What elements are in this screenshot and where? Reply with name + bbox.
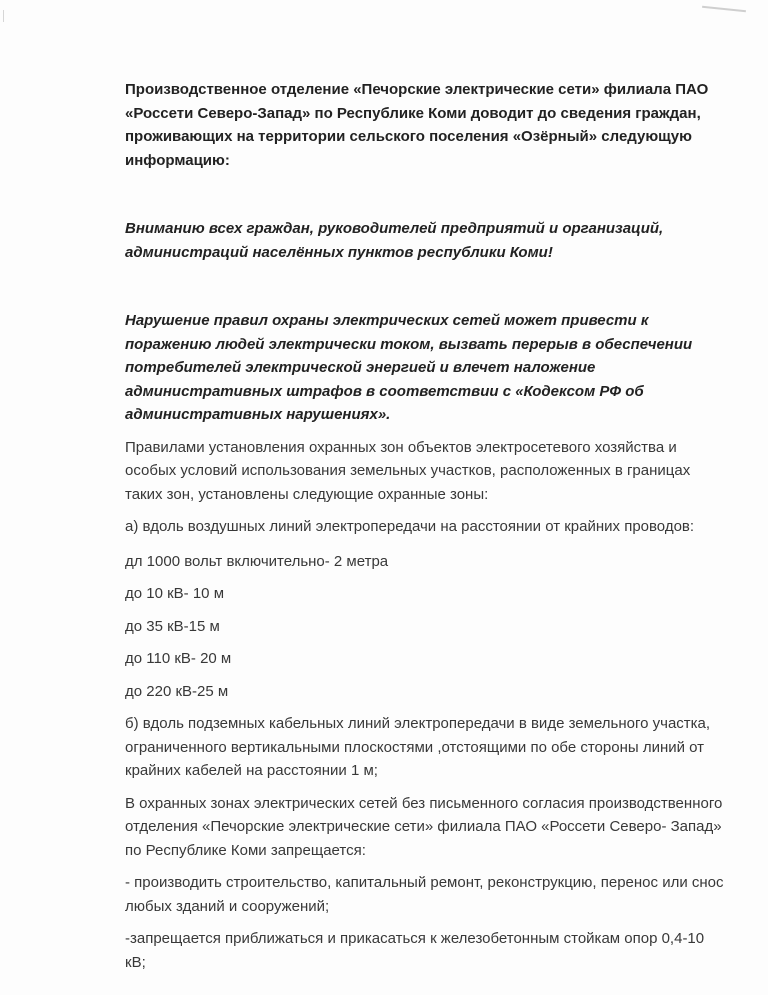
document-body	[125, 78, 725, 974]
rules-intro-paragraph: Правилами установления охранных зон объектов электросетевого хозяйства и особых условий использования земельных участков, расположенных в границах таких зон, установлены следующие охранные зоны:	[125, 438, 691, 503]
zone-b-paragraph: б) вдоль подземных кабельных линий электропередачи в виде земельного участка, ограниченного вертикальными плоскостями ,отстоящими по обе стороны линий от крайних кабелей на расстоянии 1 м;	[125, 715, 711, 779]
prohibit-item: -запрещается приближаться и прикасаться к железобетонным стойкам опор 0,4-10 кВ;	[125, 930, 705, 971]
zone-item: до 10 кВ- 10 м	[125, 585, 225, 602]
scan-artifact-tick	[3, 10, 4, 22]
scan-artifact	[702, 6, 746, 13]
zone-item: дл 1000 вольт включительно- 2 метра	[125, 552, 389, 570]
warning-paragraph: Нарушение правил охраны электрических сетей может привести к поражению людей электрически током, вызвать перерыв в обеспечении потребителей электрической энергией и влечет наложение административных штрафов в соответствии с «Кодексом РФ об административных нарушениях».	[125, 312, 693, 423]
zone-item: до 110 кВ- 20 м	[125, 650, 232, 667]
zone-item: до 220 кВ-25 м	[125, 682, 229, 700]
zone-item: до 35 кВ-15 м	[125, 617, 220, 635]
intro-paragraph: Производственное отделение «Печорские электрические сети» филиала ПАО «Россети Северо-Запад» по Республике Коми доводит до сведения граждан, проживающих на территории сельского поселения «Озёрный» следующую информацию:	[125, 81, 709, 169]
zone-a-paragraph: а) вдоль воздушных линий электропередачи на расстоянии от крайних проводов:	[125, 518, 695, 535]
notice-paragraph: Вниманию всех граждан, руководителей предприятий и организаций, администраций населённых пунктов республики Коми!	[125, 220, 664, 261]
prohibit-intro-paragraph: В охранных зонах электрических сетей без письменного согласия производственного отделения «Печорские электрические сети» филиала ПАО «Россети Северо- Запад» по Республике Коми запрещается:	[125, 794, 723, 859]
prohibit-item: - производить строительство, капитальный ремонт, реконструкцию, перенос или снос любых зданий и сооружений;	[125, 874, 724, 915]
